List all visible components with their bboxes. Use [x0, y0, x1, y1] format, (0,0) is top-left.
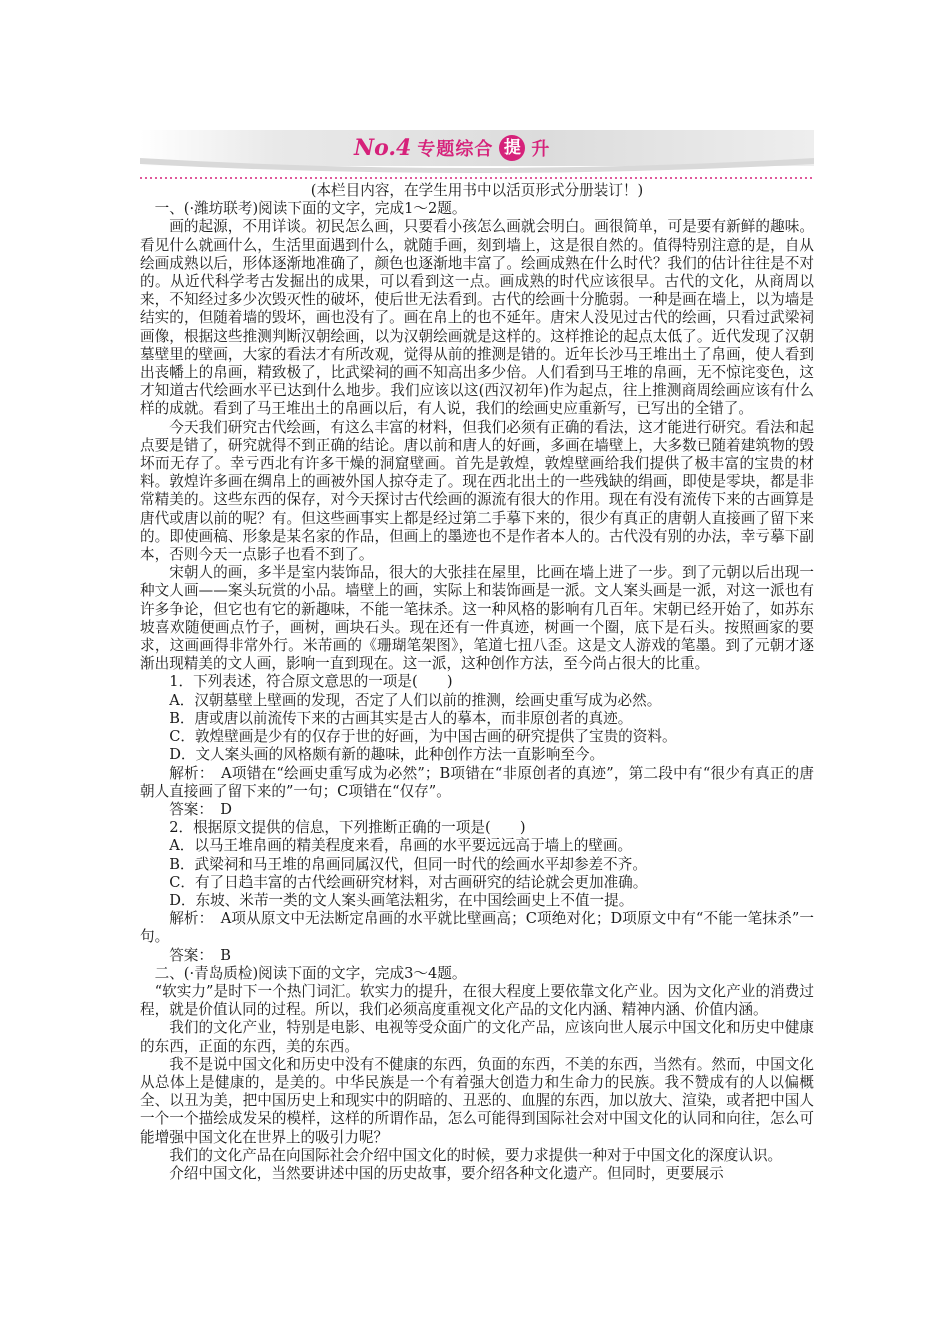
- passage2-paragraph: 介绍中国文化，当然要讲述中国的历史故事，要介绍各种文化遗产。但同时，更要展示: [169, 1164, 724, 1182]
- header-badge: 提: [499, 135, 525, 161]
- question-2-option: A．以马王堆帛画的精美程度来看，帛画的水平要远远高于墙上的壁画。: [169, 837, 633, 855]
- section2-intro: 二、(·青岛质检)阅读下面的文字，完成3～4题。: [154, 964, 467, 982]
- question-2-stem: 2．根据原文提供的信息，下列推断正确的一项是( ): [169, 819, 526, 837]
- section1-intro: 一、(·潍坊联考)阅读下面的文字，完成1～2题。: [154, 200, 467, 218]
- passage1-paragraph: 画的起源，不用详谈。初民怎么画，只要看小孩怎么画就会明白。画很简单，可是要有新鲜的趣味。看见什么就画什么，生活里面遇到什么，就随手画，刻到墙上，这是很自然的。值得特别注意的是，自从绘画成熟以后，形体逐渐地准确了，颜色也逐渐地丰富了。绘画成熟在什么时代？我们的估计往往是不对的。从近代科学考古发掘出的成果，可以看到这一点。画成熟的时代应该很早。古代的文化，从商周以来，不知经过多少次毁灭性的破坏，使后世无法看到。古代的绘画十分脆弱。一种是画在墙上，以为墙是结实的，但随着墙的毁坏，画也没有了。画在帛上的也不延年。唐宋人没见过古代的绘画，只看过武梁祠画像，根据这些推测判断汉朝绘画，以为汉朝绘画就是这样的。这样推论的起点太低了。近代发现了汉朝墓壁里的壁画，大家的看法才有所改观，觉得从前的推测是错的。近年长沙马王堆出土了帛画，使人看到出丧幡上的帛画，精致极了，比武梁祠的画不知高出多少倍。人们看到马王堆的帛画，无不惊诧变色，这才知道古代绘画水平已达到什么地步。我们应该以这(西汉初年)作为起点，往上推测商周绘画应该有什么样的成就。看到了马王堆出土的帛画以后，有人说，我们的绘画史应重新写，已写出的全错了。: [140, 218, 814, 418]
- issue-number: No.4: [354, 135, 412, 161]
- binding-note: (本栏目内容，在学生用书中以活页形式分册装订！): [310, 182, 644, 199]
- question-1-option: C．敦煌壁画是少有的仅存于世的好画，为中国古画的研究提供了宝贵的资料。: [169, 728, 677, 746]
- question-1-analysis: 解析： A项错在“绘画史重写成为必然”；B项错在“非原创者的真迹”，第二段中有“很少有真正的唐朝人直接画了留下来的”一句；C项错在“仅存”。: [140, 764, 814, 800]
- question-1-option: B．唐或唐以前流传下来的古画其实是古人的摹本，而非原创者的真迹。: [169, 709, 633, 727]
- passage2-paragraph: 我不是说中国文化和历史中没有不健康的东西，负面的东西，不美的东西，当然有。然而，中国文化从总体上是健康的，是美的。中华民族是一个有着强大创造力和生命力的民族。我不赞成有的人以偏概全、以丑为美，把中国历史上和现实中的阴暗的、丑恶的、血腥的东西，加以放大、渲染，或者把中国人一个一个描绘成发呆的模样，这样的所谓作品，怎么可能得到国际社会对中国文化的认同和向往，怎么可能增强中国文化在世界上的吸引力呢？: [140, 1055, 814, 1146]
- header-title-text: 专题综合: [417, 139, 494, 160]
- section-header: [140, 120, 814, 178]
- question-1-option: D．文人案头画的风格颇有新的趣味，此种创作方法一直影响至今。: [169, 746, 605, 764]
- page-content: [140, 182, 814, 1183]
- header-title-end: 升: [531, 139, 550, 160]
- question-2-option: B．武梁祠和马王堆的帛画同属汉代，但同一时代的绘画水平却参差不齐。: [169, 855, 647, 873]
- question-2-option: D．东坡、米芾一类的文人案头画笔法粗劣，在中国绘画史上不值一提。: [169, 891, 634, 909]
- passage1-paragraph: 宋朝人的画，多半是室内装饰品，很大的大张挂在屋里，比画在墙上进了一步。到了元朝以后出现一种文人画——案头玩赏的小品。墙壁上的画，实际上和装饰画是一派。文人案头画是一派，对这一派也有许多争论，但它也有它的新趣味，不能一笔抹杀。这一种风格的影响有几百年。宋朝已经开始了，如苏东坡喜欢随便画点竹子，画树，画块石头。现在还有一件真迹，树画一个圈，底下是石头。按照画家的要求，这画画得非常外行。米芾画的《珊瑚笔架图》，笔道七扭八歪。这是文人游戏的笔墨。到了元朝才逐渐出现精美的文人画，影响一直到现在。这一派，这种创作方法，至今尚占很大的比重。: [140, 564, 814, 673]
- passage1-paragraph: 今天我们研究古代绘画，有这么丰富的材料，但我们必须有正确的看法，这才能进行研究。看法和起点要是错了，研究就得不到正确的结论。唐以前和唐人的好画，多画在墙壁上，大多数已随着建筑物的毁坏而无存了。幸亏西北有许多干燥的洞窟壁画。首先是敦煌，敦煌壁画给我们提供了极丰富的宝贵的材料。敦煌许多画在绸帛上的画被外国人掠夺走了。现在西北出土的一些残缺的绢画，即使是零块，都是非常精美的。这些东西的保存，对今天探讨古代绘画的源流有很大的作用。现在有没有流传下来的古画算是唐代或唐以前的呢？有。但这些画事实上都是经过第二手摹下来的，很少有真正的唐朝人直接画了留下来的。即使画稿、形象是某名家的作品，但画上的墨迹也不是作者本人的。古代没有别的办法，幸亏摹下副本，否则今天一点影子也看不到了。: [140, 418, 814, 564]
- dotted-divider: [140, 176, 814, 180]
- question-2-analysis: 解析： A项从原文中无法断定帛画的水平就比壁画高；C项绝对化；D项原文中有“不能一笔抹杀”一句。: [140, 910, 814, 946]
- question-1-option: A．汉朝墓壁上壁画的发现，否定了人们以前的推测，绘画史重写成为必然。: [169, 691, 662, 709]
- passage2-paragraph: “软实力”是时下一个热门词汇。软实力的提升，在很大程度上要依靠文化产业。因为文化产业的消费过程，就是价值认同的过程。所以，我们必须高度重视文化产品的文化内涵、精神内涵、价值内涵。: [140, 982, 814, 1019]
- question-1-answer: 答案： D: [169, 800, 232, 818]
- question-2-answer: 答案： B: [169, 946, 231, 964]
- passage2-paragraph: 我们的文化产业，特别是电影、电视等受众面广的文化产品，应该向世人展示中国文化和历史中健康的东西，正面的东西，美的东西。: [140, 1019, 814, 1055]
- question-2-option: C．有了日趋丰富的古代绘画研究材料，对古画研究的结论就会更加准确。: [169, 873, 648, 891]
- passage2-paragraph: 我们的文化产品在向国际社会介绍中国文化的时候，要力求提供一种对于中国文化的深度认识。: [169, 1146, 783, 1164]
- header-title: [354, 130, 549, 166]
- question-1-stem: 1．下列表述，符合原文意思的一项是( ): [169, 673, 453, 691]
